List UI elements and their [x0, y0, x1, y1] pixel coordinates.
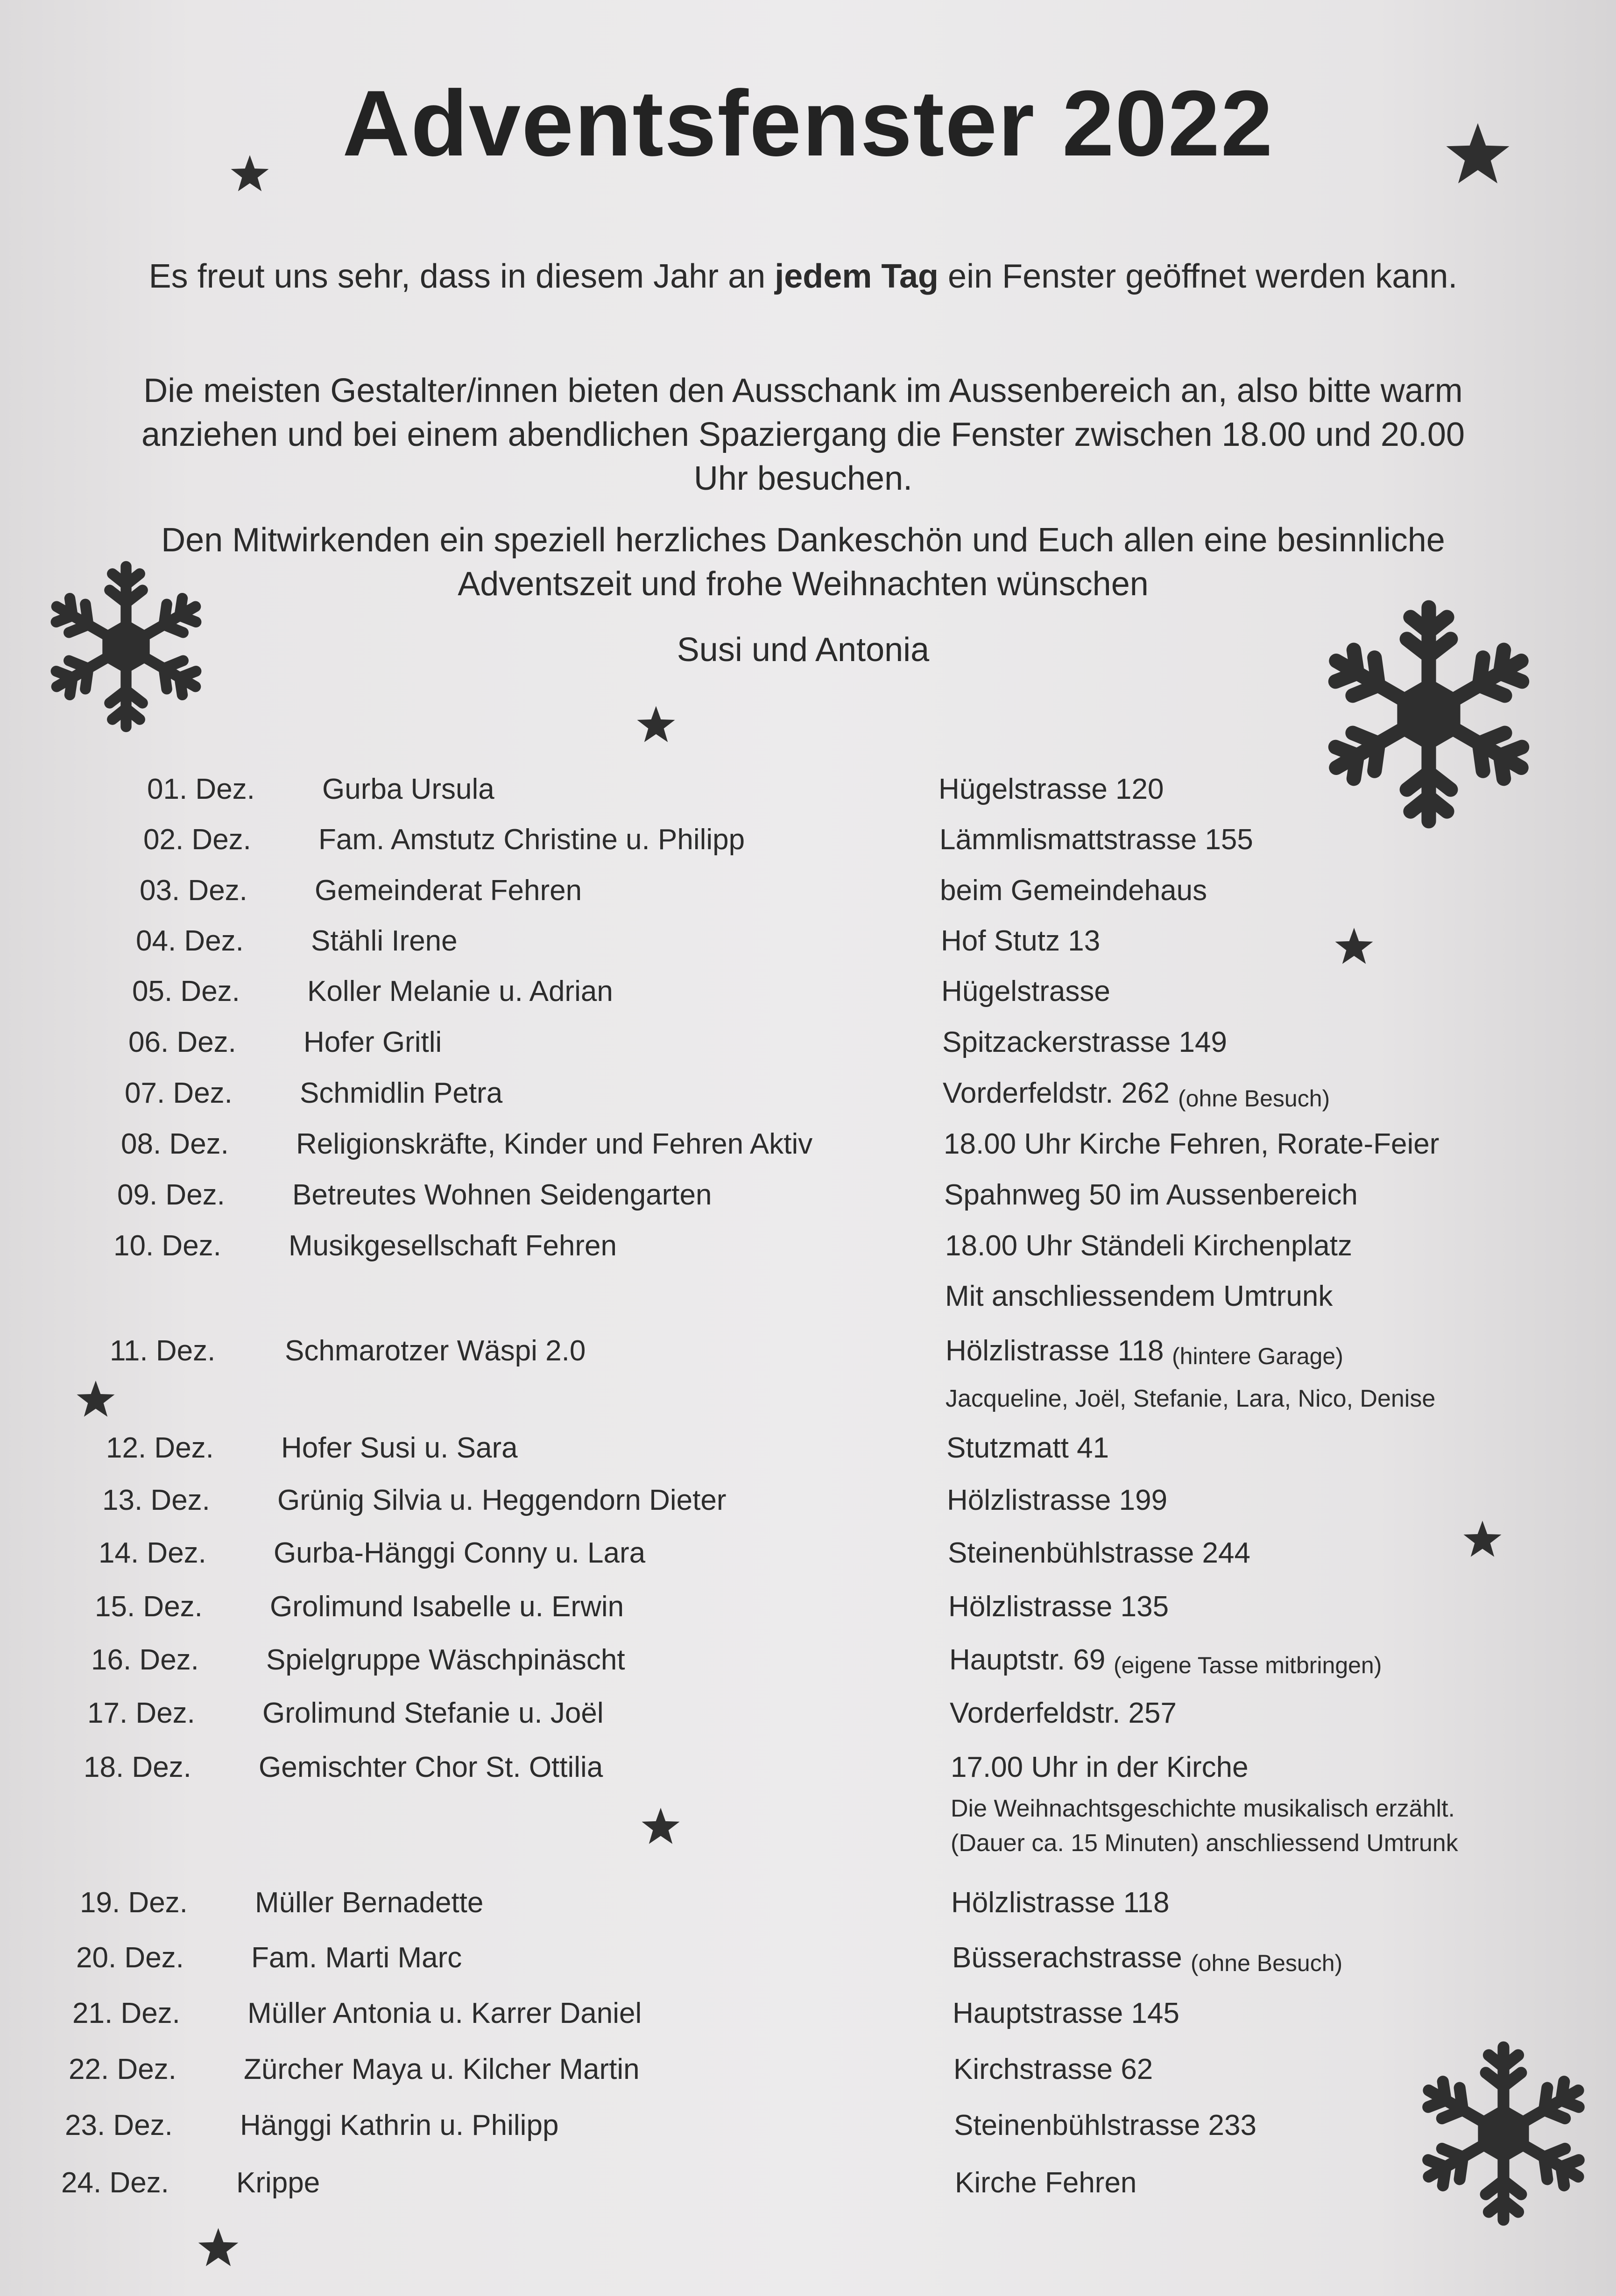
- schedule-date: 20. Dez.: [76, 1942, 184, 1974]
- schedule-host: Müller Antonia u. Karrer Daniel: [247, 1997, 642, 2029]
- schedule-host: Gurba-Hänggi Conny u. Lara: [274, 1537, 646, 1569]
- schedule-location: Vorderfeldstr. 262: [943, 1077, 1170, 1109]
- schedule-host: Grolimund Isabelle u. Erwin: [270, 1591, 624, 1623]
- schedule-location: Spitzackerstrasse 149: [942, 1026, 1227, 1058]
- schedule-location: 18.00 Uhr Kirche Fehren, Rorate-Feier: [944, 1128, 1440, 1160]
- schedule-note: Mit anschliessendem Umtrunk: [945, 1280, 1333, 1312]
- schedule-host: Schmidlin Petra: [300, 1077, 503, 1109]
- schedule-location-extra: (ohne Besuch): [1191, 1950, 1343, 1976]
- schedule-location: Steinenbühlstrasse 233: [954, 2109, 1257, 2141]
- schedule-date: 01. Dez.: [147, 773, 255, 805]
- schedule-date: 06. Dez.: [128, 1026, 236, 1058]
- intro-paragraph-1: [140, 254, 1466, 298]
- schedule-host: Gemischter Chor St. Ottilia: [259, 1751, 603, 1783]
- schedule-note: Jacqueline, Joël, Stefanie, Lara, Nico, Denise: [946, 1385, 1436, 1412]
- schedule-date: 04. Dez.: [136, 925, 244, 957]
- schedule-date: 05. Dez.: [132, 975, 240, 1007]
- schedule-location: Hölzlistrasse 118: [946, 1335, 1164, 1367]
- star-icon: [229, 154, 271, 196]
- schedule-location: Hof Stutz 13: [941, 925, 1101, 957]
- schedule-date: 08. Dez.: [121, 1128, 229, 1160]
- intro-text: Es freut uns sehr, dass in diesem Jahr an: [148, 258, 775, 295]
- intro-paragraph-3: Den Mitwirkenden ein speziell herzliches Dankeschön und Euch allen eine besinnliche Adventszeit und frohe Weihnachten wünschen: [161, 521, 1445, 603]
- schedule-location: Hölzlistrasse 135: [948, 1591, 1169, 1623]
- schedule-date: 10. Dez.: [113, 1230, 221, 1262]
- intro-paragraph-2: Die meisten Gestalter/innen bieten den Ausschank im Aussenbereich an, also bitte warm anziehen und bei einem abendlichen Spaziergang die Fenster zwischen 18.00 und 20.00 Uhr besuchen.: [141, 372, 1465, 497]
- star-icon: [75, 1380, 117, 1422]
- schedule-location: Hauptstrasse 145: [953, 1997, 1179, 2029]
- schedule-location-extra-wrap: [1178, 1080, 1330, 1113]
- schedule-note: (Dauer ca. 15 Minuten) anschliessend Umtrunk: [951, 1830, 1458, 1857]
- schedule-host: Religionskräfte, Kinder und Fehren Aktiv: [296, 1128, 813, 1160]
- schedule-date: 09. Dez.: [117, 1179, 225, 1211]
- schedule-date: 22. Dez.: [69, 2053, 176, 2085]
- schedule-location: 18.00 Uhr Ständeli Kirchenplatz: [945, 1230, 1352, 1262]
- snowflake-icon: [35, 556, 217, 738]
- schedule-host: Zürcher Maya u. Kilcher Martin: [244, 2053, 640, 2085]
- schedule-location: Vorderfeldstr. 257: [950, 1697, 1177, 1729]
- schedule-location: 17.00 Uhr in der Kirche: [951, 1751, 1249, 1783]
- schedule-date: 18. Dez.: [84, 1751, 191, 1783]
- schedule-location: Hölzlistrasse 118: [951, 1887, 1170, 1919]
- star-icon: [196, 2227, 240, 2271]
- schedule-host: Schmarotzer Wäspi 2.0: [285, 1335, 586, 1367]
- schedule-host: Fam. Amstutz Christine u. Philipp: [318, 824, 745, 856]
- schedule-location: Kirche Fehren: [955, 2167, 1137, 2199]
- schedule-date: 23. Dez.: [65, 2109, 173, 2141]
- schedule-location-extra-wrap: [1114, 1647, 1382, 1680]
- signature: Susi und Antonia: [677, 631, 930, 669]
- schedule-host: Krippe: [236, 2167, 320, 2199]
- schedule-host: Fam. Marti Marc: [251, 1942, 462, 1974]
- star-icon: [635, 705, 677, 747]
- schedule-location-extra-wrap: [1191, 1945, 1342, 1978]
- star-icon: [1333, 927, 1375, 969]
- schedule-date: 02. Dez.: [143, 824, 251, 856]
- schedule-host: Koller Melanie u. Adrian: [307, 975, 613, 1007]
- schedule-host: Hofer Gritli: [303, 1026, 442, 1058]
- schedule-location: Steinenbühlstrasse 244: [948, 1537, 1251, 1569]
- schedule-host: Gemeinderat Fehren: [315, 874, 582, 907]
- schedule-host: Spielgruppe Wäschpinäscht: [266, 1644, 625, 1676]
- schedule-location-extra: (hintere Garage): [1172, 1343, 1343, 1369]
- snowflake-icon: [1405, 2035, 1602, 2232]
- schedule-date: 12. Dez.: [106, 1432, 214, 1464]
- schedule-note: Die Weihnachtsgeschichte musikalisch erzählt.: [951, 1795, 1455, 1822]
- schedule-location: Hügelstrasse 120: [939, 773, 1164, 805]
- schedule-date: 24. Dez.: [61, 2167, 169, 2199]
- schedule-host: Hänggi Kathrin u. Philipp: [240, 2109, 559, 2141]
- snowflake-icon: [1307, 593, 1550, 836]
- star-icon: [1461, 1520, 1503, 1562]
- schedule-location: Büsserachstrasse: [952, 1942, 1182, 1974]
- schedule-date: 19. Dez.: [80, 1887, 188, 1919]
- schedule-host: Grolimund Stefanie u. Joël: [262, 1697, 604, 1729]
- schedule-location: Spahnweg 50 im Aussenbereich: [944, 1179, 1358, 1211]
- schedule-location-extra: (eigene Tasse mitbringen): [1114, 1652, 1382, 1678]
- schedule-date: 14. Dez.: [99, 1537, 206, 1569]
- schedule-location-extra: (ohne Besuch): [1178, 1085, 1330, 1112]
- intro-bold-text: jedem Tag: [775, 258, 939, 295]
- schedule-date: 17. Dez.: [87, 1697, 195, 1729]
- schedule-host: Stähli Irene: [311, 925, 458, 957]
- schedule-host: Müller Bernadette: [255, 1887, 484, 1919]
- schedule-location: Hügelstrasse: [941, 975, 1110, 1007]
- schedule-date: 21. Dez.: [72, 1997, 180, 2029]
- star-icon: [1443, 121, 1513, 191]
- schedule-location: Lämmlismattstrasse 155: [939, 824, 1253, 856]
- star-icon: [640, 1807, 682, 1849]
- schedule-host: Betreutes Wohnen Seidengarten: [292, 1179, 712, 1211]
- schedule-location-extra-wrap: [1172, 1338, 1343, 1371]
- schedule-host: Musikgesellschaft Fehren: [289, 1230, 617, 1262]
- schedule-location: Hauptstr. 69: [949, 1644, 1106, 1676]
- schedule-location: Stutzmatt 41: [946, 1432, 1109, 1464]
- schedule-host: Grünig Silvia u. Heggendorn Dieter: [277, 1484, 727, 1516]
- schedule-date: 03. Dez.: [140, 874, 247, 907]
- schedule-date: 11. Dez.: [110, 1335, 216, 1367]
- schedule-location: Hölzlistrasse 199: [947, 1484, 1168, 1516]
- schedule-date: 16. Dez.: [91, 1644, 199, 1676]
- page-title: Adventsfenster 2022: [342, 71, 1274, 176]
- schedule-location: Kirchstrasse 62: [953, 2053, 1153, 2085]
- schedule-host: Gurba Ursula: [322, 773, 494, 805]
- schedule-date: 07. Dez.: [125, 1077, 233, 1109]
- schedule-location: beim Gemeindehaus: [940, 874, 1207, 907]
- schedule-date: 13. Dez.: [102, 1484, 210, 1516]
- schedule-host: Hofer Susi u. Sara: [281, 1432, 518, 1464]
- schedule-date: 15. Dez.: [95, 1591, 203, 1623]
- intro-text: ein Fenster geöffnet werden kann.: [939, 258, 1458, 295]
